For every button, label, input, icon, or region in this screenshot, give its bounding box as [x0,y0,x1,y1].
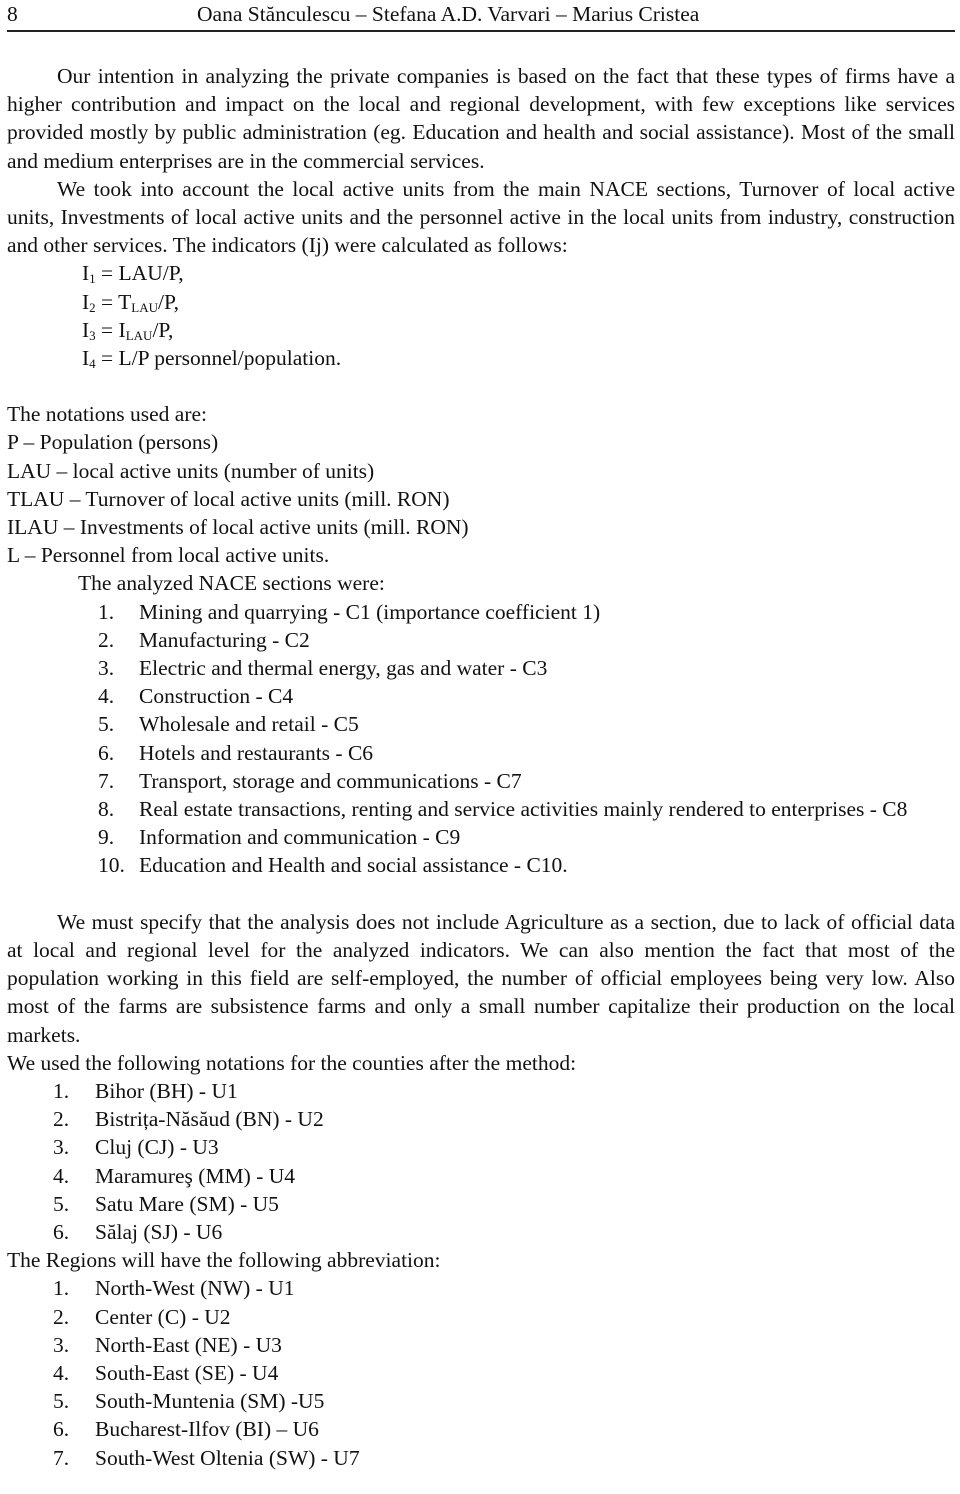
list-item: 8. Real estate transactions, renting and service activities mainly rendered to enterprises - C8 [98,797,908,822]
list-item: 5. Wholesale and retail - C5 [98,712,359,737]
page-number: 8 [7,2,18,26]
formula-line: $I_1 = LAU/P$, [82,261,184,287]
formula-line: $I_4 = L/P$ personnel/population. [82,346,342,372]
nace-title: The analyzed NACE sections were: [78,571,385,596]
nace-list [7,598,955,880]
notation-line: TLAU – Turnover of local active units (mill. RON) [7,486,450,511]
notations-title: The notations used are: [7,402,208,427]
regions-list [7,1274,955,1471]
notation-line: ILAU – Investments of local active units (mill. RON) [7,515,469,540]
list-item: 2. Center (C) - U2 [53,1304,231,1329]
list-item: 5. South-Muntenia (SM) -U5 [53,1389,325,1414]
list-item: 10. Education and Health and social assistance - C10. [98,853,568,878]
list-item: 5. Satu Mare (SM) - U5 [53,1191,279,1216]
paper-page [7,0,955,1470]
list-item: 3. Cluj (CJ) - U3 [53,1135,219,1160]
formula-line: $I_3 = I_{LAU}/P$, [82,317,174,343]
header-rule [7,30,955,32]
list-item: 4. Maramureş (MM) - U4 [53,1163,296,1188]
header-authors: Oana Stănculescu – Stefana A.D. Varvari – Marius Cristea [197,2,700,26]
list-item: 1. North-West (NW) - U1 [53,1276,295,1301]
list-item: 6. Bucharest-Ilfov (BI) – U6 [53,1417,319,1442]
list-item: 3. North-East (NE) - U3 [53,1332,282,1357]
list-item: 4. Construction - C4 [98,684,294,709]
formula-block [7,259,955,372]
list-item: 1. Bihor (BH) - U1 [53,1078,238,1103]
list-item: 7. South-West Oltenia (SW) - U7 [53,1445,360,1470]
counties-list [7,1077,955,1246]
list-item: 2. Manufacturing - C2 [98,627,310,652]
body-text [7,62,955,1472]
paragraph-intention: Our intention in analyzing the private companies is based on the fact that these types of firms have a higher contribution and impact on the local and regional development, with few exceptions like services provided mostly by public administration (eg. Education and health and social assistance). Most of the small and medium enterprises are in the commercial services. [7,64,955,173]
notation-line: L – Personnel from local active units. [7,543,330,568]
list-item: 6. Sălaj (SJ) - U6 [53,1219,223,1244]
list-item: 2. Bistrița-Năsăud (BN) - U2 [53,1107,324,1132]
running-header [7,0,955,28]
list-item: 6. Hotels and restaurants - C6 [98,740,374,765]
list-item: 9. Information and communication - C9 [98,825,461,850]
list-item: 3. Electric and thermal energy, gas and water - C3 [98,656,548,681]
notation-line: P – Population (persons) [7,430,219,455]
notation-line: LAU – local active units (number of units) [7,458,375,483]
counties-title: We used the following notations for the counties after the method: [7,1050,577,1075]
regions-title: The Regions will have the following abbreviation: [7,1248,441,1273]
list-item: 1. Mining and quarrying - C1 (importance coefficient 1) [98,599,601,624]
list-item: 4. South-East (SE) - U4 [53,1360,279,1385]
formula-line: $I_2 = T_{LAU}/P$, [82,289,179,315]
list-item: 7. Transport, storage and communications - C7 [98,768,522,793]
paragraph-indicators: We took into account the local active units from the main NACE sections, Turnover of local active units, Investments of local active units and the personnel active in the local units from industry, construction and other services. The indicators (Ij) were calculated as follows: [7,176,955,258]
paragraph-agriculture: We must specify that the analysis does not include Agriculture as a section, due to lack of official data at local and regional level for the analyzed indicators. We can also mention the fact that most of the population working in this field are self-employed, the number of official employees being very low. Also most of the farms are subsistence farms and only a small number capitalize their production on the local markets. [7,909,955,1047]
